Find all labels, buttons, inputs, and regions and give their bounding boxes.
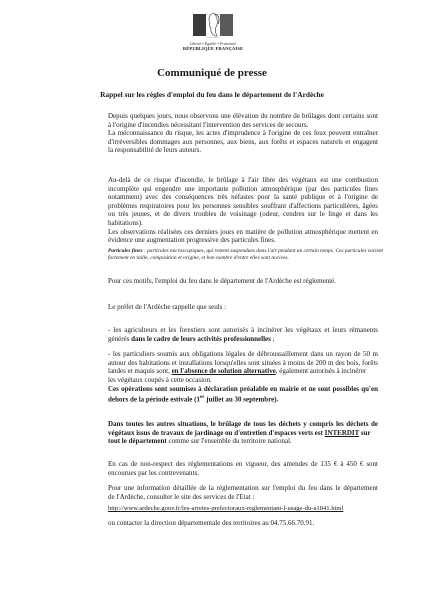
superscript: er <box>199 394 205 400</box>
text-line: En cas de non-respect des réglementations en vigueur, des amendes de 135 € à 450 € sont <box>108 460 378 468</box>
paragraph-intro <box>108 112 378 155</box>
interdit-label: INTERDIT <box>324 428 360 437</box>
text-line: habitations). <box>108 218 143 227</box>
text-line: autour des habitations et installations lorsqu'elles sont situées à moins de 200 m des bois, forêts <box>108 358 378 367</box>
text-line: Les observations réalisées ces derniers jours en matière de pollution atmosphérique mettent en <box>108 227 378 236</box>
text-fragment: landes et maquis sont, <box>108 367 172 376</box>
list-item-individuals <box>108 350 378 384</box>
text-line: de l'Ardèche, consulter le site des services de l'Etat : <box>108 492 255 501</box>
text-fragment: , également autorisés à incinérer <box>275 367 367 376</box>
text-line: encourues par les contrevenants. <box>108 468 199 477</box>
paragraph-pollution <box>108 176 378 245</box>
emphasis-alternative: en l'absence de solution alternative <box>171 367 276 376</box>
text-line: Depuis quelques jours, nous observons une élévation du nombre de brûlages dont certains sont <box>108 112 378 120</box>
paragraph-forbidden <box>108 420 378 446</box>
page-subtitle: Rappel sur les règles d'emploi du feu dans le département de l'Ardèche <box>100 90 324 99</box>
text-line: Au-delà de ce risque d'incendie, le brûlage à l'air libre des végétaux est une combustion <box>108 176 378 184</box>
motto: Liberté • Égalité • Fraternité <box>189 41 237 46</box>
emphasis-professional: dans le cadre de leurs activités professionnelles <box>131 334 271 343</box>
text-line: problèmes respiratoires pour les personnes sensibles souffrant d'affections particulières, âgées <box>108 201 378 210</box>
text-line: notamment) avec des conséquences très néfastes pour la santé publique et à l'origine de <box>108 193 378 202</box>
text-fragment: générés <box>108 334 132 343</box>
footnote-text: : particules microscopiques, qui restent suspendues dans l'air pendant un certain temps. Ces particules varient <box>142 248 384 254</box>
footnote-particles <box>108 248 384 262</box>
paragraph-prefect <box>108 303 378 312</box>
text-line: la responsabilité de leurs auteurs. <box>108 146 202 155</box>
text-line: ou très jeunes, et de divers troubles de voisinage (odeur, cendres sur le linge et dans les <box>108 210 378 219</box>
text-fragment: végétaux issus de travaux de jardinage ou d'entretien d'espaces verts est <box>108 428 325 437</box>
marianne-flag-icon <box>193 10 233 40</box>
text-line: Pour ces motifs, l'emploi du feu dans le département de l'Ardèche est réglementé. <box>108 277 337 285</box>
page-title: Communiqué de presse <box>157 67 267 79</box>
republique-francaise-logo <box>172 10 254 51</box>
text-line: Pour une information détaillée de la réglementation sur l'emploi du feu dans le département <box>108 484 378 492</box>
text-fragment: ; <box>270 334 275 343</box>
text-line: La méconnaissance du risque, les actes d'imprudence à l'origine de ces feux peuvent entraîner <box>108 129 378 138</box>
emphasis-department: tout le département <box>108 437 167 446</box>
text-line: les végétaux coupés à cette occasion. <box>108 375 212 384</box>
paragraph-info <box>108 484 378 501</box>
text-line: Ces opérations sont soumises à déclaration préalable en mairie et ne sont possibles qu'en <box>108 385 378 393</box>
footnote-text: fortement en taille, composition et origine, et bon nombre d'entre elles sont nocives. <box>108 255 289 261</box>
paragraph-declaration <box>108 385 378 404</box>
text-fragment: sur <box>359 428 371 437</box>
list-item-farmers <box>108 326 378 343</box>
text-line: - les agriculteurs et les forestiers sont autorisés à incinérer les végétaux et leurs rémanents <box>108 326 378 334</box>
footnote-label: Particules fines <box>108 248 143 254</box>
text-line: Dans toutes les autres situations, le brûlage de tous les déchets y compris les déchets de <box>108 420 378 428</box>
paragraph-fines <box>108 460 378 477</box>
republic-label: RÉPUBLIQUE FRANÇAISE <box>182 46 244 51</box>
text-line: incomplète qui engendre une importante pollution atmosphérique (par des particules fines <box>108 184 378 193</box>
text-line: évidence une augmentation progressive des particules fines. <box>108 236 276 245</box>
text-line: Le préfet de l'Ardèche rappelle que seuls : <box>108 303 227 311</box>
text-fragment: comme sur l'ensemble du territoire national. <box>166 437 292 446</box>
text-fragment: juillet au 30 septembre). <box>204 394 279 403</box>
text-line: - les particuliers soumis aux obligations légales de débroussaillement dans un rayon de 50 m <box>108 350 378 358</box>
regulation-link[interactable]: http://www.ardeche.gouv.fr/les-arretes-prefectoraux-reglementant-l-usage-du-a1841.html <box>108 505 344 512</box>
paragraph-regulated <box>108 277 378 286</box>
text-line: ou contacter la direction départementale des territoires au 04.75.66.70.91. <box>108 519 315 527</box>
text-fragment: dehors de la période estivale (1 <box>108 394 200 403</box>
text-line: d'irréversibles dommages aux personnes, aux biens, aux forêts et espaces naturels et engagent <box>108 137 378 146</box>
paragraph-contact <box>108 519 378 528</box>
text-line: à l'origine d'incendies nécessitant l'intervention des services de secours. <box>108 120 309 129</box>
